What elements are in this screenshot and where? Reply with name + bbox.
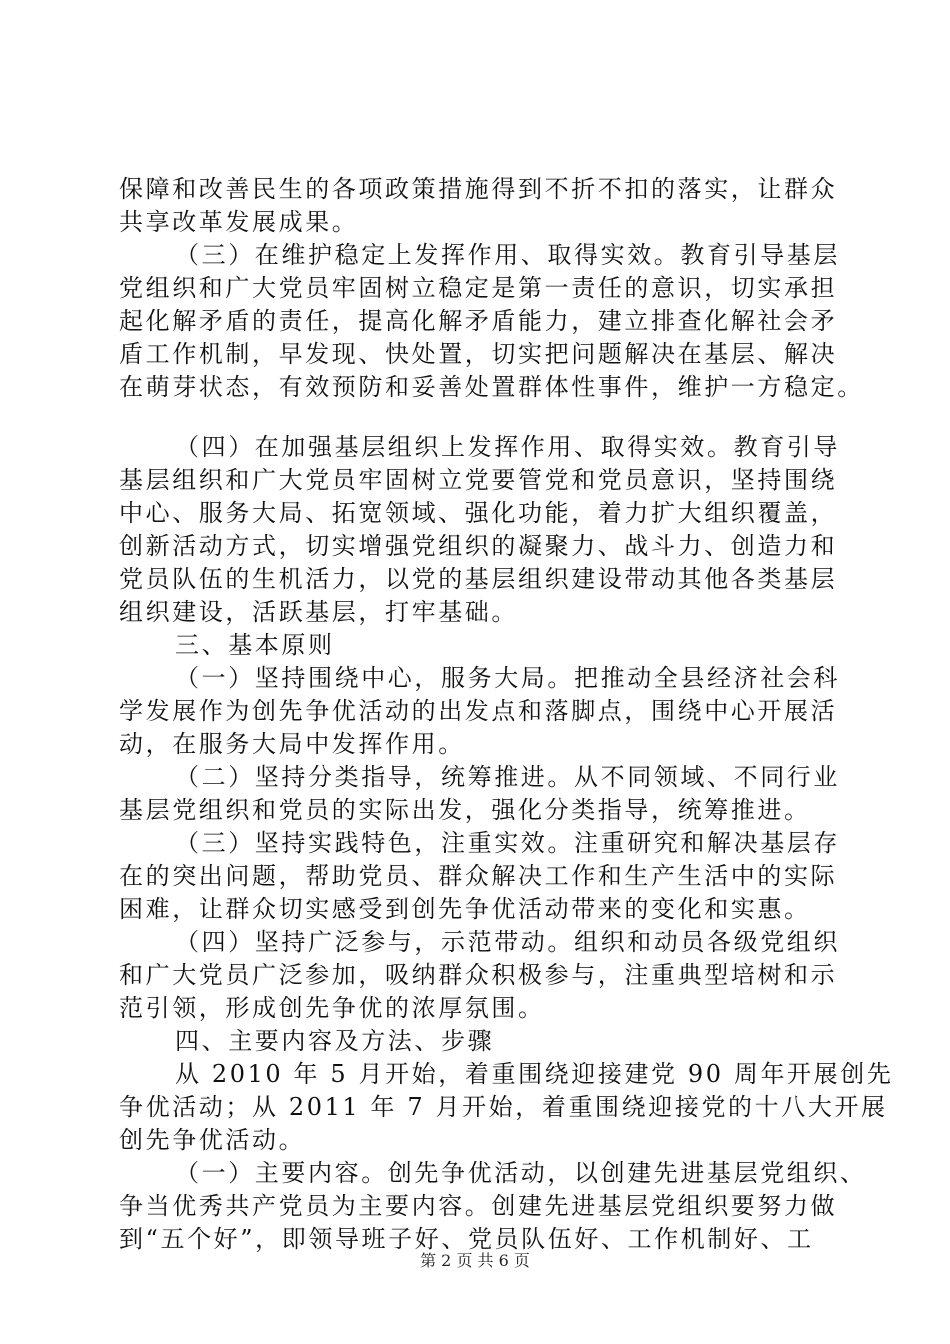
text-line: 争优活动；从 2011 年 7 月开始，着重围绕迎接党的十八大开展 bbox=[119, 1093, 888, 1121]
text-line: 创新活动方式，切实增强党组织的凝聚力、战斗力、创造力和 bbox=[119, 532, 838, 560]
paragraph-gap bbox=[119, 404, 841, 431]
text-line: 到“五个好”，即领导班子好、党员队伍好、工作机制好、工 bbox=[119, 1225, 814, 1253]
text-line: 动，在服务大局中发挥作用。 bbox=[119, 730, 465, 758]
text-line: （二）坚持分类指导，统筹推进。从不同领域、不同行业 bbox=[175, 763, 840, 791]
text-line: （一）坚持围绕中心，服务大局。把推动全县经济社会科 bbox=[175, 664, 840, 692]
text-line: 和广大党员广泛参加，吸纳群众积极参与，注重典型培树和示 bbox=[119, 961, 838, 989]
text-line: （三）坚持实践特色，注重实效。注重研究和解决基层存 bbox=[175, 829, 840, 857]
text-line: 保障和改善民生的各项政策措施得到不折不扣的落实，让群众 bbox=[119, 175, 838, 203]
document-body bbox=[119, 173, 894, 1256]
text-line: 党组织和广大党员牢固树立稳定是第一责任的意识，切实承担 bbox=[119, 274, 838, 302]
text-line: 起化解矛盾的责任，提高化解矛盾能力，建立排查化解社会矛 bbox=[119, 307, 838, 335]
text-line: 范引领，形成创先争优的浓厚氛围。 bbox=[119, 994, 545, 1022]
text-line: （四）在加强基层组织上发挥作用、取得实效。教育引导 bbox=[175, 433, 840, 461]
text-line: 基层党组织和党员的实际出发，强化分类指导，统筹推进。 bbox=[119, 796, 811, 824]
text-line: （四）坚持广泛参与，示范带动。组织和动员各级党组织 bbox=[175, 928, 840, 956]
page-number: 第 2 页 共 6 页 bbox=[420, 1251, 530, 1270]
text-line: 困难，让群众切实感受到创先争优活动带来的变化和实惠。 bbox=[119, 895, 811, 923]
text-line: 党员队伍的生机活力，以党的基层组织建设带动其他各类基层 bbox=[119, 565, 838, 593]
text-line: 组织建设，活跃基层，打牢基础。 bbox=[119, 598, 518, 626]
text-line: 中心、服务大局、拓宽领域、强化功能，着力扩大组织覆盖， bbox=[119, 499, 838, 527]
text-line: 在萌芽状态，有效预防和妥善处置群体性事件，维护一方稳定。 bbox=[119, 373, 864, 401]
text-line: 共享改革发展成果。 bbox=[119, 208, 359, 236]
text-line: （一）主要内容。创先争优活动，以创建先进基层党组织、 bbox=[175, 1159, 867, 1187]
text-line: 创先争优活动。 bbox=[119, 1126, 306, 1154]
section-heading: 四、主要内容及方法、步骤 bbox=[175, 1027, 495, 1055]
text-line: 从 2010 年 5 月开始，着重围绕迎接建党 90 周年开展创先 bbox=[175, 1060, 894, 1088]
text-line: （三）在维护稳定上发挥作用、取得实效。教育引导基层 bbox=[175, 241, 840, 269]
section-heading: 三、基本原则 bbox=[175, 631, 335, 659]
text-line: 在的突出问题，帮助党员、群众解决工作和生产生活中的实际 bbox=[119, 862, 838, 890]
text-line: 基层组织和广大党员牢固树立党要管党和党员意识，坚持围绕 bbox=[119, 466, 838, 494]
text-line: 争当优秀共产党员为主要内容。创建先进基层党组织要努力做 bbox=[119, 1192, 838, 1220]
text-line: 学发展作为创先争优活动的出发点和落脚点，围绕中心开展活 bbox=[119, 697, 838, 725]
text-line: 盾工作机制，早发现、快处置，切实把问题解决在基层、解决 bbox=[119, 340, 838, 368]
